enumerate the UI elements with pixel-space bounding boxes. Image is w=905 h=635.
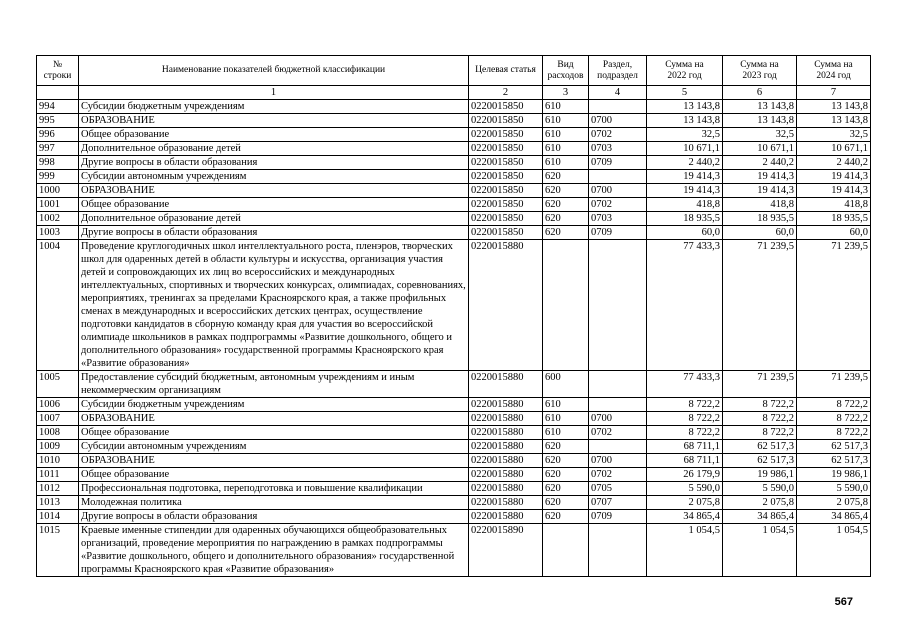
sum-2024-cell: 13 143,8 — [797, 114, 871, 128]
indicator-name-cell: Общее образование — [79, 426, 469, 440]
table-row — [37, 524, 871, 577]
table-row — [37, 454, 871, 468]
sum-2024-cell: 71 239,5 — [797, 240, 871, 371]
row-number-cell: 1004 — [37, 240, 79, 371]
sum-2022-cell: 10 671,1 — [647, 142, 723, 156]
sum-2023-cell: 1 054,5 — [723, 524, 797, 577]
sum-2022-cell: 418,8 — [647, 198, 723, 212]
sum-2023-cell: 13 143,8 — [723, 114, 797, 128]
sum-2022-cell: 77 433,3 — [647, 371, 723, 398]
column-number-cell: 1 — [79, 86, 469, 100]
sum-2023-cell: 18 935,5 — [723, 212, 797, 226]
sum-2022-cell: 8 722,2 — [647, 426, 723, 440]
sum-2022-cell: 1 054,5 — [647, 524, 723, 577]
sum-2024-cell: 71 239,5 — [797, 371, 871, 398]
target-article-cell: 0220015850 — [469, 170, 543, 184]
expense-type-cell: 620 — [543, 212, 589, 226]
indicator-name-cell: Субсидии автономным учреждениям — [79, 170, 469, 184]
section-cell: 0702 — [589, 426, 647, 440]
sum-2024-cell: 8 722,2 — [797, 398, 871, 412]
section-cell: 0703 — [589, 212, 647, 226]
header-indicator-name: Наименование показателей бюджетной классификации — [79, 56, 469, 86]
indicator-name-cell: Проведение круглогодичных школ интеллектуального роста, пленэров, творческих школ для одаренных детей в области культуры и искусства, организация участия детей и сопровождающих их лиц во всероссийских и международных интеллектуальных, спортивных и творческих конкурсах, олимпиадах, соревнованиях, мероприятиях, тренингах за пределами Красноярского края, а также профильных сменах в международных и всероссийских детских центрах, осуществление подготовки кандидатов в сборную команду края для участия во всероссийской олимпиаде школьников в рамках подпрограммы «Развитие дошкольного, общего и дополнительного образования» государственной программы Красноярского края «Развитие образования» — [79, 240, 469, 371]
expense-type-cell: 620 — [543, 496, 589, 510]
section-cell: 0700 — [589, 412, 647, 426]
sum-2023-cell: 62 517,3 — [723, 440, 797, 454]
row-number-cell: 1011 — [37, 468, 79, 482]
target-article-cell: 0220015880 — [469, 371, 543, 398]
row-number-cell: 1014 — [37, 510, 79, 524]
sum-2022-cell: 5 590,0 — [647, 482, 723, 496]
section-cell: 0702 — [589, 468, 647, 482]
expense-type-cell: 620 — [543, 170, 589, 184]
sum-2022-cell: 60,0 — [647, 226, 723, 240]
row-number-cell: 1008 — [37, 426, 79, 440]
row-number-cell: 997 — [37, 142, 79, 156]
expense-type-cell: 620 — [543, 184, 589, 198]
indicator-name-cell: ОБРАЗОВАНИЕ — [79, 114, 469, 128]
table-row — [37, 198, 871, 212]
expense-type-cell: 620 — [543, 226, 589, 240]
target-article-cell: 0220015850 — [469, 128, 543, 142]
sum-2022-cell: 18 935,5 — [647, 212, 723, 226]
header-sum-2024: Сумма на 2024 год — [797, 56, 871, 86]
expense-type-cell: 620 — [543, 510, 589, 524]
table-row — [37, 398, 871, 412]
row-number-cell: 1015 — [37, 524, 79, 577]
row-number-cell: 1009 — [37, 440, 79, 454]
section-cell — [589, 524, 647, 577]
target-article-cell: 0220015890 — [469, 524, 543, 577]
expense-type-cell: 610 — [543, 412, 589, 426]
row-number-cell: 1003 — [37, 226, 79, 240]
expense-type-cell: 610 — [543, 426, 589, 440]
section-cell — [589, 440, 647, 454]
row-number-cell: 995 — [37, 114, 79, 128]
sum-2023-cell: 13 143,8 — [723, 100, 797, 114]
table-row — [37, 426, 871, 440]
expense-type-cell: 620 — [543, 482, 589, 496]
table-row — [37, 412, 871, 426]
section-cell: 0700 — [589, 114, 647, 128]
sum-2024-cell: 19 414,3 — [797, 170, 871, 184]
sum-2022-cell: 68 711,1 — [647, 440, 723, 454]
row-number-cell: 1005 — [37, 371, 79, 398]
page-number: 567 — [834, 596, 853, 608]
sum-2023-cell: 19 414,3 — [723, 184, 797, 198]
budget-table — [36, 55, 871, 577]
target-article-cell: 0220015850 — [469, 226, 543, 240]
column-number-row — [37, 86, 871, 100]
column-number-cell: 7 — [797, 86, 871, 100]
table-row — [37, 114, 871, 128]
sum-2022-cell: 19 414,3 — [647, 170, 723, 184]
section-cell: 0700 — [589, 184, 647, 198]
sum-2023-cell: 32,5 — [723, 128, 797, 142]
indicator-name-cell: Общее образование — [79, 468, 469, 482]
sum-2023-cell: 5 590,0 — [723, 482, 797, 496]
expense-type-cell: 620 — [543, 440, 589, 454]
row-number-cell: 996 — [37, 128, 79, 142]
target-article-cell: 0220015880 — [469, 398, 543, 412]
sum-2023-cell: 8 722,2 — [723, 398, 797, 412]
sum-2023-cell: 19 986,1 — [723, 468, 797, 482]
target-article-cell: 0220015880 — [469, 412, 543, 426]
section-cell: 0709 — [589, 510, 647, 524]
target-article-cell: 0220015880 — [469, 496, 543, 510]
sum-2024-cell: 62 517,3 — [797, 440, 871, 454]
sum-2024-cell: 19 414,3 — [797, 184, 871, 198]
target-article-cell: 0220015850 — [469, 198, 543, 212]
row-number-cell: 1010 — [37, 454, 79, 468]
indicator-name-cell: Субсидии бюджетным учреждениям — [79, 100, 469, 114]
column-number-cell: 4 — [589, 86, 647, 100]
sum-2024-cell: 10 671,1 — [797, 142, 871, 156]
expense-type-cell: 620 — [543, 468, 589, 482]
indicator-name-cell: Дополнительное образование детей — [79, 212, 469, 226]
table-row — [37, 440, 871, 454]
column-number-cell: 2 — [469, 86, 543, 100]
indicator-name-cell: Профессиональная подготовка, переподготовка и повышение квалификации — [79, 482, 469, 496]
section-cell: 0703 — [589, 142, 647, 156]
indicator-name-cell: Субсидии автономным учреждениям — [79, 440, 469, 454]
section-cell — [589, 100, 647, 114]
row-number-cell: 1006 — [37, 398, 79, 412]
expense-type-cell: 610 — [543, 156, 589, 170]
indicator-name-cell: Краевые именные стипендии для одаренных обучающихся общеобразовательных организаций, проведение мероприятия по награждению в рамках подпрограммы «Развитие дошкольного, общего и дополнительного образования» государственной программы Красноярского края «Развитие образования» — [79, 524, 469, 577]
indicator-name-cell: Другие вопросы в области образования — [79, 226, 469, 240]
sum-2023-cell: 71 239,5 — [723, 371, 797, 398]
indicator-name-cell: Общее образование — [79, 198, 469, 212]
expense-type-cell: 610 — [543, 398, 589, 412]
target-article-cell: 0220015850 — [469, 142, 543, 156]
section-cell — [589, 398, 647, 412]
sum-2022-cell: 8 722,2 — [647, 412, 723, 426]
indicator-name-cell: ОБРАЗОВАНИЕ — [79, 454, 469, 468]
section-cell: 0702 — [589, 128, 647, 142]
indicator-name-cell: Дополнительное образование детей — [79, 142, 469, 156]
indicator-name-cell: Общее образование — [79, 128, 469, 142]
sum-2023-cell: 10 671,1 — [723, 142, 797, 156]
indicator-name-cell: Молодежная политика — [79, 496, 469, 510]
row-number-cell: 1000 — [37, 184, 79, 198]
sum-2022-cell: 8 722,2 — [647, 398, 723, 412]
target-article-cell: 0220015850 — [469, 156, 543, 170]
column-number-cell: 3 — [543, 86, 589, 100]
table-row — [37, 156, 871, 170]
table-row — [37, 371, 871, 398]
table-row — [37, 184, 871, 198]
sum-2023-cell: 8 722,2 — [723, 426, 797, 440]
expense-type-cell — [543, 524, 589, 577]
sum-2023-cell: 34 865,4 — [723, 510, 797, 524]
sum-2023-cell: 8 722,2 — [723, 412, 797, 426]
header-expense-type: Вид расходов — [543, 56, 589, 86]
sum-2023-cell: 62 517,3 — [723, 454, 797, 468]
sum-2022-cell: 34 865,4 — [647, 510, 723, 524]
table-row — [37, 128, 871, 142]
column-number-cell — [37, 86, 79, 100]
sum-2024-cell: 18 935,5 — [797, 212, 871, 226]
table-row — [37, 100, 871, 114]
header-target-article: Целевая статья — [469, 56, 543, 86]
indicator-name-cell: Предоставление субсидий бюджетным, автономным учреждениям и иным некоммерческим организациям — [79, 371, 469, 398]
table-row — [37, 510, 871, 524]
header-section: Раздел, подраздел — [589, 56, 647, 86]
expense-type-cell: 610 — [543, 128, 589, 142]
sum-2022-cell: 13 143,8 — [647, 100, 723, 114]
sum-2023-cell: 2 075,8 — [723, 496, 797, 510]
sum-2024-cell: 62 517,3 — [797, 454, 871, 468]
section-cell: 0702 — [589, 198, 647, 212]
sum-2023-cell: 60,0 — [723, 226, 797, 240]
table-row — [37, 240, 871, 371]
section-cell: 0709 — [589, 156, 647, 170]
expense-type-cell: 600 — [543, 371, 589, 398]
indicator-name-cell: Другие вопросы в области образования — [79, 156, 469, 170]
indicator-name-cell: Другие вопросы в области образования — [79, 510, 469, 524]
target-article-cell: 0220015880 — [469, 240, 543, 371]
sum-2022-cell: 26 179,9 — [647, 468, 723, 482]
header-sum-2023: Сумма на 2023 год — [723, 56, 797, 86]
target-article-cell: 0220015850 — [469, 100, 543, 114]
sum-2024-cell: 32,5 — [797, 128, 871, 142]
target-article-cell: 0220015880 — [469, 468, 543, 482]
sum-2022-cell: 68 711,1 — [647, 454, 723, 468]
indicator-name-cell: ОБРАЗОВАНИЕ — [79, 412, 469, 426]
section-cell — [589, 170, 647, 184]
section-cell: 0705 — [589, 482, 647, 496]
header-sum-2022: Сумма на 2022 год — [647, 56, 723, 86]
sum-2024-cell: 2 075,8 — [797, 496, 871, 510]
sum-2023-cell: 19 414,3 — [723, 170, 797, 184]
sum-2023-cell: 2 440,2 — [723, 156, 797, 170]
sum-2024-cell: 5 590,0 — [797, 482, 871, 496]
section-cell: 0709 — [589, 226, 647, 240]
sum-2022-cell: 19 414,3 — [647, 184, 723, 198]
section-cell: 0700 — [589, 454, 647, 468]
sum-2024-cell: 60,0 — [797, 226, 871, 240]
target-article-cell: 0220015880 — [469, 482, 543, 496]
target-article-cell: 0220015880 — [469, 454, 543, 468]
sum-2023-cell: 71 239,5 — [723, 240, 797, 371]
table-row — [37, 142, 871, 156]
sum-2024-cell: 34 865,4 — [797, 510, 871, 524]
expense-type-cell: 620 — [543, 198, 589, 212]
expense-type-cell: 620 — [543, 454, 589, 468]
sum-2022-cell: 32,5 — [647, 128, 723, 142]
table-row — [37, 482, 871, 496]
sum-2024-cell: 2 440,2 — [797, 156, 871, 170]
column-number-cell: 5 — [647, 86, 723, 100]
row-number-cell: 1007 — [37, 412, 79, 426]
sum-2024-cell: 13 143,8 — [797, 100, 871, 114]
sum-2023-cell: 418,8 — [723, 198, 797, 212]
expense-type-cell: 610 — [543, 142, 589, 156]
section-cell: 0707 — [589, 496, 647, 510]
header-row-number: № строки — [37, 56, 79, 86]
table-row — [37, 496, 871, 510]
row-number-cell: 1002 — [37, 212, 79, 226]
target-article-cell: 0220015880 — [469, 510, 543, 524]
expense-type-cell: 610 — [543, 114, 589, 128]
target-article-cell: 0220015850 — [469, 114, 543, 128]
row-number-cell: 1012 — [37, 482, 79, 496]
sum-2024-cell: 1 054,5 — [797, 524, 871, 577]
target-article-cell: 0220015850 — [469, 212, 543, 226]
column-number-cell: 6 — [723, 86, 797, 100]
indicator-name-cell: ОБРАЗОВАНИЕ — [79, 184, 469, 198]
sum-2024-cell: 19 986,1 — [797, 468, 871, 482]
expense-type-cell — [543, 240, 589, 371]
table-row — [37, 170, 871, 184]
sum-2022-cell: 77 433,3 — [647, 240, 723, 371]
table-row — [37, 212, 871, 226]
row-number-cell: 999 — [37, 170, 79, 184]
section-cell — [589, 240, 647, 371]
header-row — [37, 56, 871, 86]
row-number-cell: 998 — [37, 156, 79, 170]
sum-2022-cell: 2 440,2 — [647, 156, 723, 170]
expense-type-cell: 610 — [543, 100, 589, 114]
section-cell — [589, 371, 647, 398]
table-row — [37, 468, 871, 482]
row-number-cell: 994 — [37, 100, 79, 114]
row-number-cell: 1001 — [37, 198, 79, 212]
table-row — [37, 226, 871, 240]
sum-2024-cell: 8 722,2 — [797, 426, 871, 440]
target-article-cell: 0220015850 — [469, 184, 543, 198]
sum-2024-cell: 8 722,2 — [797, 412, 871, 426]
indicator-name-cell: Субсидии бюджетным учреждениям — [79, 398, 469, 412]
target-article-cell: 0220015880 — [469, 426, 543, 440]
target-article-cell: 0220015880 — [469, 440, 543, 454]
sum-2024-cell: 418,8 — [797, 198, 871, 212]
sum-2022-cell: 13 143,8 — [647, 114, 723, 128]
sum-2022-cell: 2 075,8 — [647, 496, 723, 510]
row-number-cell: 1013 — [37, 496, 79, 510]
